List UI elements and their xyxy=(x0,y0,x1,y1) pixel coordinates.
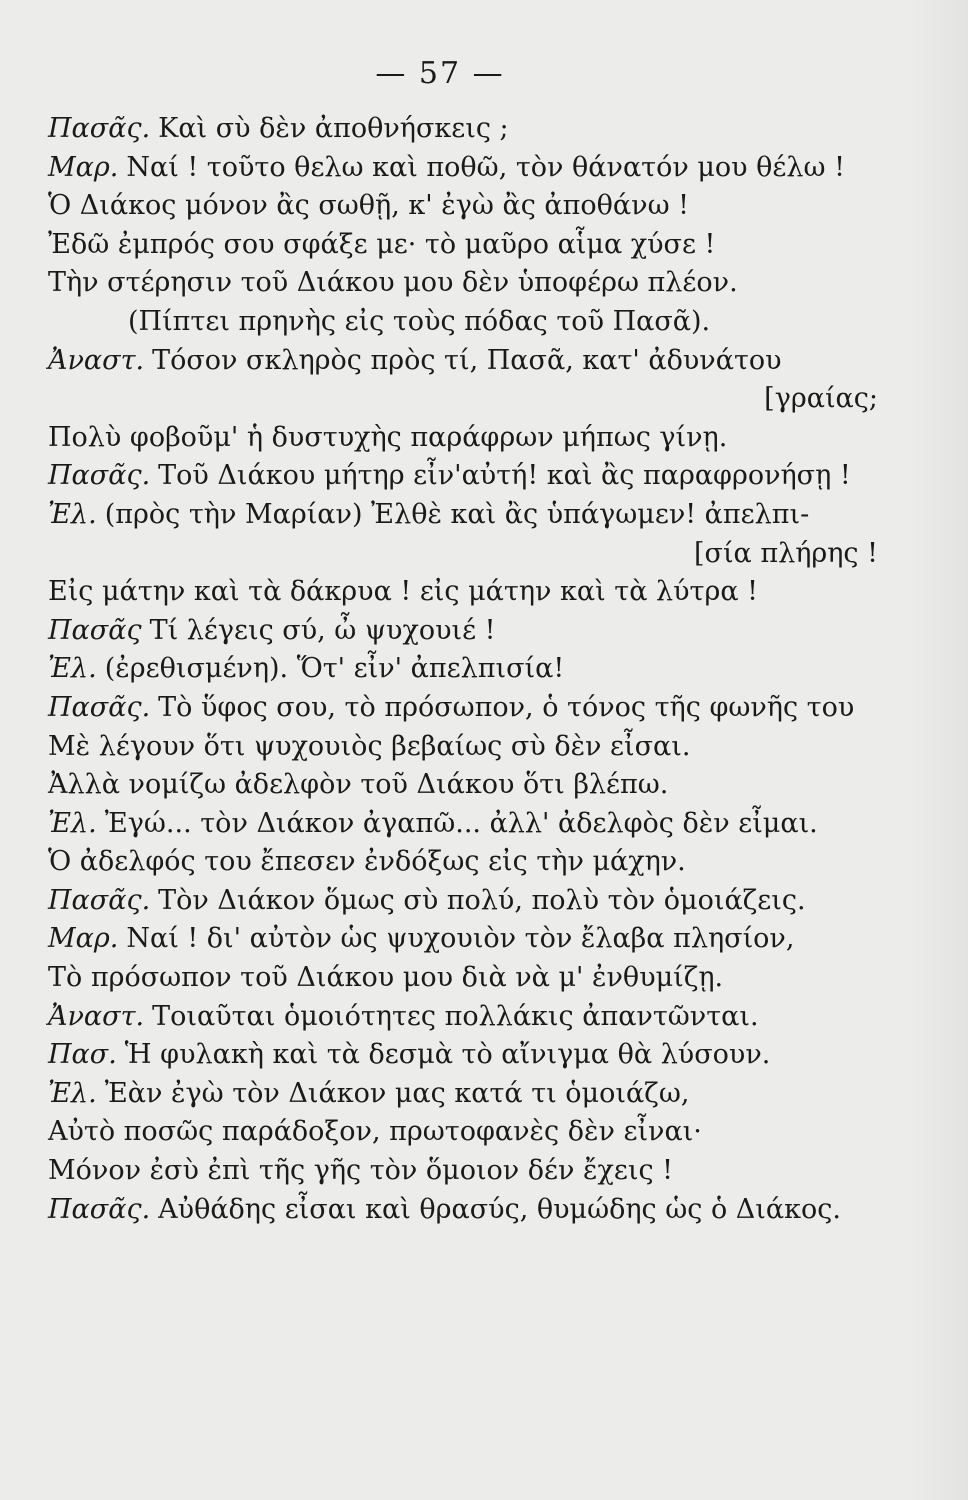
verse-line xyxy=(48,650,878,689)
verse-line xyxy=(48,535,878,574)
verse-text: Τί λέγεις σύ, ὦ ψυχουιέ ! xyxy=(149,614,496,646)
verse-text: Τόσον σκληρὸς πρὸς τί, Πασᾶ, κατ' ἀδυνάτου xyxy=(152,344,782,376)
verse-text: Ναί ! τοῦτο θελω καὶ ποθῶ, τὸν θάνατόν μου θέλω ! xyxy=(126,151,845,183)
speaker-label: Πασᾶς. xyxy=(48,884,151,916)
verse-text: [γραίας; xyxy=(764,383,878,415)
speaker-label: Μαρ. xyxy=(48,923,119,955)
verse-line xyxy=(48,149,878,188)
verse-line xyxy=(48,612,878,651)
verse-line xyxy=(48,1036,878,1075)
verse-text: Μὲ λέγουν ὅτι ψυχουιὸς βεβαίως σὺ δὲν εἶσαι. xyxy=(48,730,691,762)
verse-text: Καὶ σὺ δὲν ἀποθνήσκεις ; xyxy=(158,113,509,144)
speaker-label: Πασᾶς. xyxy=(48,1193,151,1225)
verse-line xyxy=(48,573,878,612)
verse-text: Τοῦ Διάκου μήτηρ εἶν'αὐτή! καὶ ἂς παραφρονήσῃ ! xyxy=(158,460,851,492)
verse-text: Ἐὰν ἐγὼ τὸν Διάκον μας κατά τι ὁμοιάζω, xyxy=(104,1077,690,1109)
speaker-label: Μαρ. xyxy=(48,151,119,183)
verse-line xyxy=(48,920,878,959)
speaker-label: Πασᾶς. xyxy=(48,691,151,723)
verse-text: Τοιαῦται ὁμοιότητες πολλάκις ἀπαντῶνται. xyxy=(152,1000,759,1032)
verse-line xyxy=(48,226,878,265)
verse-text: Μόνον ἐσὺ ἐπὶ τῆς γῆς τὸν ὅμοιον δέν ἔχεις ! xyxy=(48,1155,674,1187)
verse-text: Τὸ ὕφος σου, τὸ πρόσωπον, ὁ τόνος τῆς φωνῆς του xyxy=(158,691,855,723)
speaker-label: Πασᾶς xyxy=(48,614,142,646)
verse-text: Τὴν στέρησιν τοῦ Διάκου μου δὲν ὑποφέρω πλέον. xyxy=(48,267,738,299)
verse-text: Ναί ! δι' αὐτὸν ὡς ψυχουιὸν τὸν ἔλαβα πλησίον, xyxy=(126,923,795,955)
speaker-label: Ἀναστ. xyxy=(48,1000,145,1032)
verse-line xyxy=(48,1191,878,1230)
verse-text: Ὁ ἀδελφός του ἔπεσεν ἐνδόξως εἰς τὴν μάχην. xyxy=(48,846,686,878)
verse-text: Ἡ φυλακὴ καὶ τὰ δεσμὰ τὸ αἴνιγμα θὰ λύσουν. xyxy=(124,1039,771,1071)
verse-line xyxy=(48,805,878,844)
verse-line xyxy=(48,689,878,728)
verse-text: Αὐθάδης εἶσαι καὶ θρασύς, θυμώδης ὡς ὁ Διάκος. xyxy=(158,1193,841,1225)
speaker-label: Πασ. xyxy=(48,1039,117,1071)
verse-line xyxy=(48,728,878,767)
verse-line xyxy=(48,1075,878,1114)
speaker-label: Ἐλ. xyxy=(48,807,97,839)
verse-line xyxy=(48,496,878,535)
verse-text: Ὁ Διάκος μόνον ἂς σωθῇ, κ' ἐγὼ ἂς ἀποθάνω ! xyxy=(48,190,690,222)
verse-text: Πολὺ φοβοῦμ' ἡ δυστυχὴς παράφρων μήπως γίνῃ. xyxy=(48,421,728,453)
verse-text: Ἐδῶ ἐμπρός σου σφάξε με· τὸ μαῦρο αἷμα χύσε ! xyxy=(48,228,716,260)
verse-text: Ἀλλὰ νομίζω ἀδελφὸν τοῦ Διάκου ὅτι βλέπω. xyxy=(48,769,669,801)
speaker-label: Ἐλ. xyxy=(48,1077,97,1109)
verse-line xyxy=(48,1152,878,1191)
verse-text: Τὸ πρόσωπον τοῦ Διάκου μου διὰ νὰ μ' ἐνθυμίζῃ. xyxy=(48,962,724,994)
verse-line xyxy=(48,110,878,149)
speaker-label: Πασᾶς. xyxy=(48,113,151,144)
verse-lines xyxy=(48,110,878,1229)
speaker-label: Πασᾶς. xyxy=(48,460,151,492)
verse-line xyxy=(48,419,878,458)
verse-line xyxy=(48,303,878,342)
verse-text: Τὸν Διάκον ὅμως σὺ πολύ, πολὺ τὸν ὁμοιάζεις. xyxy=(158,884,806,916)
verse-line xyxy=(48,843,878,882)
verse-text: Ἐγώ... τὸν Διάκον ἀγαπῶ... ἀλλ' ἀδελφὸς δὲν εἶμαι. xyxy=(104,807,818,839)
verse-line xyxy=(48,998,878,1037)
page-number: — 57 — xyxy=(375,56,505,91)
verse-text: [σία πλήρης ! xyxy=(693,537,878,569)
speaker-label: Ἐλ. xyxy=(48,498,97,530)
verse-text: (ἐρεθισμένη). Ὅτ' εἶν' ἀπελπισία! xyxy=(104,653,565,685)
speaker-label: Ἀναστ. xyxy=(48,344,145,376)
verse-line xyxy=(48,187,878,226)
verse-line xyxy=(48,882,878,921)
verse-line xyxy=(48,1113,878,1152)
verse-line xyxy=(48,766,878,805)
verse-line xyxy=(48,264,878,303)
verse-line xyxy=(48,959,878,998)
verse-text: Αὐτὸ ποσῶς παράδοξον, πρωτοφανὲς δὲν εἶναι· xyxy=(48,1116,702,1148)
page-edge-shadow xyxy=(908,0,968,1500)
verse-text: (Πίπτει πρηνὴς εἰς τοὺς πόδας τοῦ Πασᾶ). xyxy=(128,305,711,337)
verse-line xyxy=(48,342,878,381)
verse-line xyxy=(48,457,878,496)
verse-line xyxy=(48,380,878,419)
verse-text: (πρὸς τὴν Μαρίαν) Ἐλθὲ καὶ ἂς ὑπάγωμεν! ἀπελπι- xyxy=(104,498,810,530)
verse-text: Εἰς μάτην καὶ τὰ δάκρυα ! εἰς μάτην καὶ τὰ λύτρα ! xyxy=(48,576,759,608)
speaker-label: Ἐλ. xyxy=(48,653,97,685)
